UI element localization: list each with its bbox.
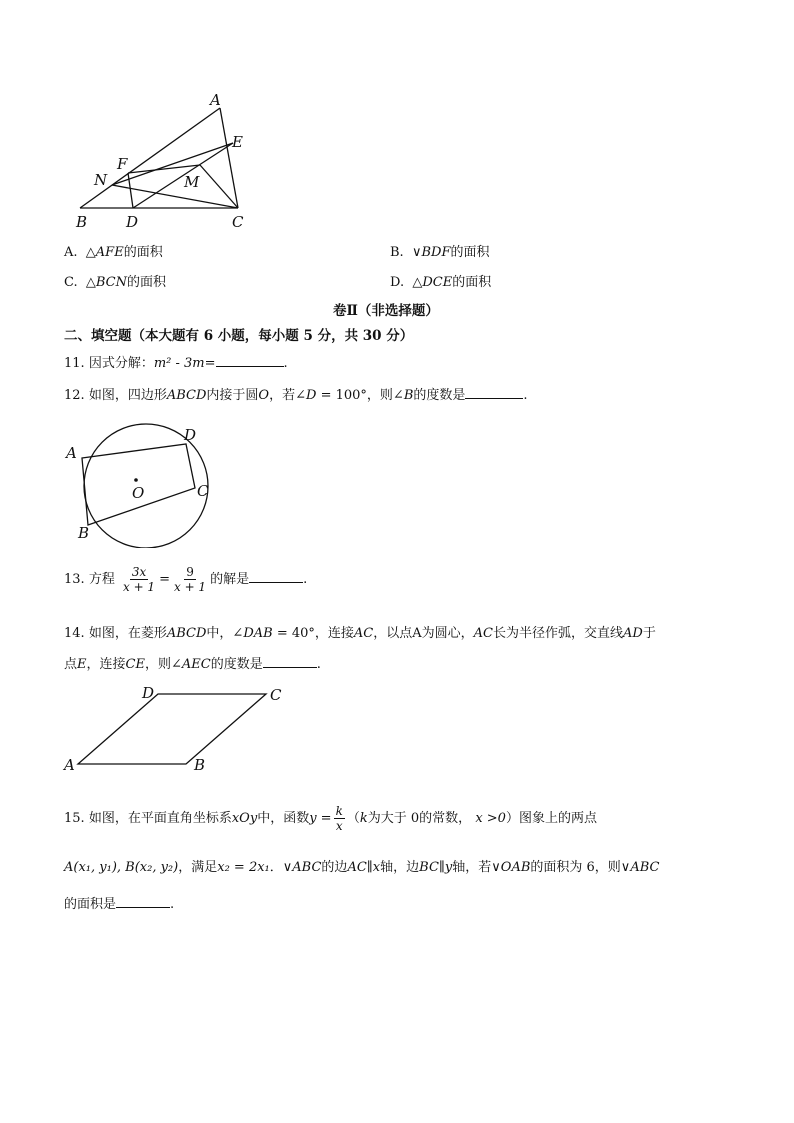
option-d: D. △DCE的面积	[390, 275, 492, 290]
question-14-line-2: 点E，连接CE，则∠AEC的度数是 .	[64, 657, 321, 672]
label-D: D	[126, 213, 139, 231]
option-a: A. △AFE的面积	[64, 245, 163, 260]
question-15-line-3: 的面积是 .	[64, 897, 175, 912]
label-B: B	[78, 524, 90, 542]
answer-blank[interactable]	[465, 386, 523, 399]
lhs-fraction: $\frac{3x}{x + 1}$	[122, 565, 156, 594]
section-heading: 二、填空题（本大题有 6 小题，每小题 5 分，共 30 分）	[64, 328, 414, 344]
label-O: O	[132, 484, 145, 502]
label-D: D	[142, 684, 155, 702]
question-15-line-1: 15. 如图，在平面直角坐标系xOy中，函数y = $\frac{k}{x}$ （k为大于 0的常数， x >0）图象上的两点	[64, 804, 597, 833]
figure-rhombus	[60, 680, 300, 775]
figure-triangle-abc	[60, 85, 260, 235]
label-B: B	[194, 756, 206, 774]
label-D: D	[184, 426, 197, 444]
volume-title: 卷Ⅱ（非选择题）	[333, 303, 439, 319]
question-14-line-1: 14. 如图，在菱形ABCD中，∠DAB = 40°，连接AC，以点A为圆心，AC长为半径作弧，交直线AD于	[64, 626, 656, 641]
answer-blank[interactable]	[116, 895, 170, 908]
question-11: 11. 因式分解：m² - 3m= .	[64, 356, 288, 371]
function-fraction: $\frac{k}{x}$	[335, 804, 343, 833]
question-12: 12. 如图，四边形ABCD内接于圆O，若∠D = 100°，则∠B的度数是 .	[64, 388, 528, 403]
answer-blank[interactable]	[263, 655, 317, 668]
label-B: B	[76, 213, 88, 231]
label-C: C	[232, 213, 244, 231]
rhs-fraction: $\frac{9}{x + 1}$	[173, 565, 207, 594]
label-M: M	[184, 173, 200, 191]
label-C: C	[197, 482, 209, 500]
label-N: N	[94, 171, 108, 189]
label-C: C	[270, 686, 282, 704]
label-E: E	[232, 133, 243, 151]
option-c: C. △BCN的面积	[64, 275, 167, 290]
label-A: A	[210, 91, 221, 109]
label-F: F	[117, 155, 128, 173]
answer-blank[interactable]	[216, 354, 284, 367]
figure-inscribed-quadrilateral	[60, 418, 220, 548]
answer-blank[interactable]	[249, 570, 303, 583]
question-13: 13. 方程 $\frac{3x}{x + 1}$ = $\frac{9}{x + 1}$ 的解是 .	[64, 565, 308, 594]
option-b: B. ∨BDF的面积	[390, 245, 490, 260]
label-A: A	[64, 756, 75, 774]
label-A: A	[66, 444, 77, 462]
question-15-line-2: A(x₁, y₁), B(x₂, y₂)，满足x₂ = 2x₁．∨ABC的边AC∥x轴，边BC∥y轴，若∨OAB的面积为 6，则∨ABC	[64, 860, 660, 875]
